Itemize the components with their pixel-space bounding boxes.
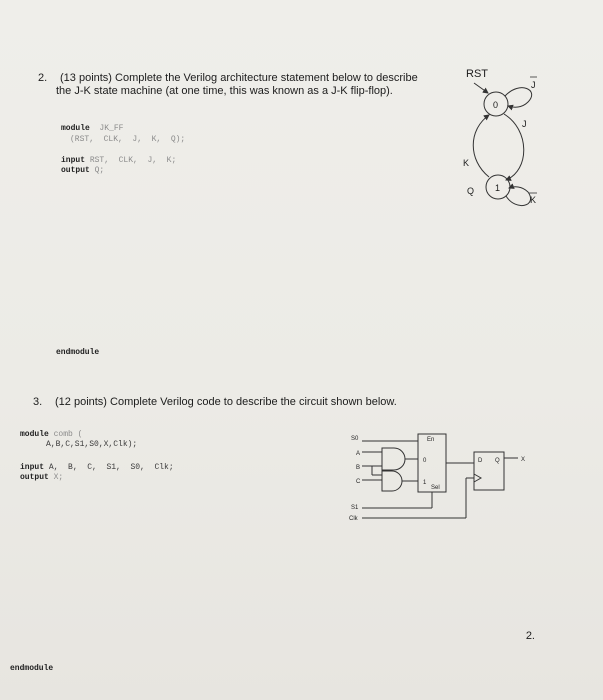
state-1-circle bbox=[486, 175, 510, 199]
en-label: En bbox=[427, 437, 435, 443]
c-label: C bbox=[356, 479, 361, 485]
q2-endmodule: endmodule bbox=[56, 348, 100, 357]
q2-module-name: JK_FF bbox=[99, 124, 124, 133]
self-loop-state-1 bbox=[506, 187, 531, 206]
and-gate bbox=[382, 448, 405, 470]
q3-module-name: comb bbox=[53, 430, 73, 439]
q3-output-keyword: output bbox=[20, 473, 49, 482]
transition-0-to-1 bbox=[504, 114, 524, 180]
q2-module-keyword: module bbox=[61, 124, 90, 133]
question-2 bbox=[38, 72, 458, 100]
q3-module-paren: ( bbox=[77, 430, 83, 439]
mux-box bbox=[418, 434, 446, 492]
q3-input-keyword: input bbox=[20, 463, 45, 472]
k-left-label: K bbox=[463, 158, 470, 168]
dff-clock-triangle bbox=[474, 474, 481, 482]
q2-output-keyword: output bbox=[61, 166, 90, 175]
q3-module-keyword: module bbox=[20, 430, 49, 439]
a-label: A bbox=[356, 451, 361, 457]
jbar-top-label: J bbox=[531, 80, 536, 90]
state-0-circle bbox=[484, 92, 508, 116]
q2-input-line bbox=[61, 156, 176, 166]
q3-module-line bbox=[20, 430, 82, 440]
q-left-label: Q bbox=[467, 186, 475, 196]
sel-label: Sel bbox=[431, 485, 440, 491]
q3-port-list: A,B,C,S1,S0,X,Clk); bbox=[46, 440, 138, 449]
j-right-label: J bbox=[522, 119, 527, 129]
q3-output-list: X; bbox=[53, 473, 64, 482]
s1-label: S1 bbox=[351, 505, 359, 511]
rst-label: RST bbox=[466, 68, 488, 80]
q2-input-keyword: input bbox=[61, 156, 86, 165]
self-loop-state-0 bbox=[505, 88, 532, 107]
question-3 bbox=[33, 396, 453, 410]
rst-arrow bbox=[474, 83, 488, 93]
q3-input-list: A, B, C, S1, S0, Clk; bbox=[48, 463, 174, 472]
b-label: B bbox=[356, 465, 361, 471]
mux-1-label: 1 bbox=[423, 480, 427, 486]
question-3-number: 3. bbox=[33, 396, 43, 408]
q3-input-line bbox=[20, 463, 174, 473]
s0-label: S0 bbox=[351, 436, 359, 442]
q2-input-list: RST, CLK, J, K; bbox=[89, 156, 177, 165]
dff-d-label: D bbox=[478, 458, 483, 464]
mux-0-label: 0 bbox=[423, 458, 427, 464]
q3-endmodule: endmodule bbox=[10, 664, 54, 673]
state-1-label: 1 bbox=[495, 183, 501, 193]
question-2-number: 2. bbox=[38, 72, 48, 84]
clk-label: Clk bbox=[349, 516, 358, 522]
q2-module-line bbox=[61, 124, 123, 134]
state-0-label: 0 bbox=[493, 100, 499, 110]
q2-output-line bbox=[61, 166, 104, 176]
q2-port-list: (RST, CLK, J, K, Q); bbox=[70, 135, 186, 144]
dff-q-label: Q bbox=[495, 458, 500, 464]
question-2-line2: the J-K state machine (at one time, this was known as a J-K flip-flop). bbox=[56, 85, 393, 97]
question-3-text: (12 points) Complete Verilog code to describe the circuit shown below. bbox=[55, 396, 397, 408]
dff-box bbox=[474, 452, 504, 490]
q2-output-list: Q; bbox=[94, 166, 105, 175]
page-number: 2. bbox=[525, 630, 535, 642]
transition-1-to-0 bbox=[473, 115, 489, 177]
question-2-line1: (13 points) Complete the Verilog architecture statement below to describe bbox=[60, 72, 418, 84]
q3-output-line bbox=[20, 473, 63, 483]
x-label: X bbox=[521, 457, 526, 463]
kbar-right-label: K bbox=[530, 195, 537, 205]
and-gate-2 bbox=[382, 471, 402, 491]
